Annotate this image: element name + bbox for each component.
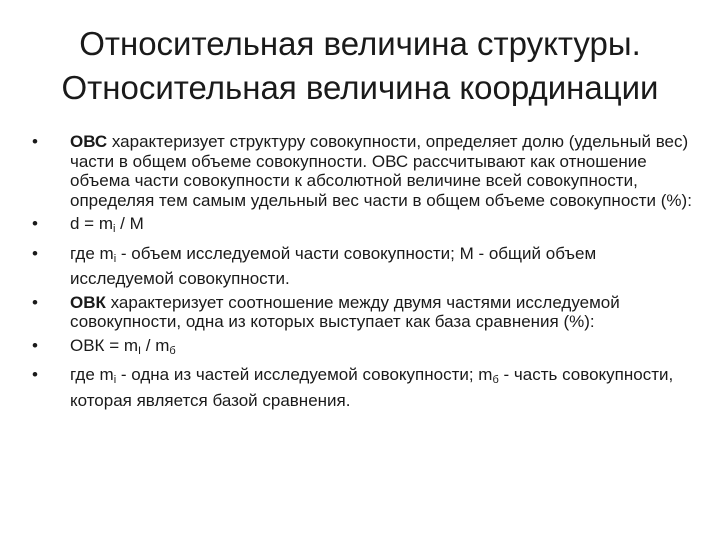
legend-subscript: i [113,252,117,265]
bullet-dot-icon: • [32,243,38,263]
bullet-formula-ovk [26,336,696,362]
bullet-dot-icon: • [32,132,38,151]
formula-part: / m [141,335,170,355]
legend-text: - объем исследуемой части совокупности; M - общий объем исследуемой совокупности. [70,243,597,288]
legend-text: - одна из частей исследуемой совокупности; m [116,365,493,384]
term-ovk: ОВК [70,292,106,312]
title-line-2: Относительная величина координации [61,69,659,106]
slide-title [30,22,690,110]
bullet-dot-icon: • [32,365,38,384]
formula-subscript: б [169,344,176,357]
bullet-dot-icon: • [32,335,38,355]
legend-text: - часть совокупности, которая является базой сравнения. [70,365,674,410]
bullet-text: характеризует соотношение между двумя частями исследуемой совокупности, одна из которых выступает как база сравнения (%): [70,292,620,331]
bullet-list [26,132,696,414]
term-ovs: ОВС [70,132,108,151]
formula-part: ОВК = m [70,335,138,355]
formula-subscript: i [113,223,116,235]
bullet-formula-d-legend [26,244,696,289]
legend-subscript: i [113,374,117,386]
bullet-ovk-definition [26,293,696,332]
legend-text: где m [70,365,114,384]
legend-subscript: б [492,374,499,386]
formula-subscript: I [138,344,142,357]
bullet-ovs-definition [26,132,696,210]
legend-text: где m [70,243,114,263]
bullet-text: характеризует структуру совокупности, определяет долю (удельный вес) части в общем объеме совокупности. ОВС рассчитывают как отношение объема части совокупности к абсолютной величине всей совокупности, определяя тем самым удельный вес части в общем объеме совокупности (%): [70,132,692,210]
formula-part: / M [115,214,144,233]
bullet-formula-ovk-legend [26,365,696,410]
bullet-dot-icon: • [32,292,38,312]
formula-part: d = m [70,214,113,233]
title-line-1: Относительная величина структуры. [79,25,641,62]
bullet-formula-d [26,214,696,240]
bullet-dot-icon: • [32,214,38,233]
